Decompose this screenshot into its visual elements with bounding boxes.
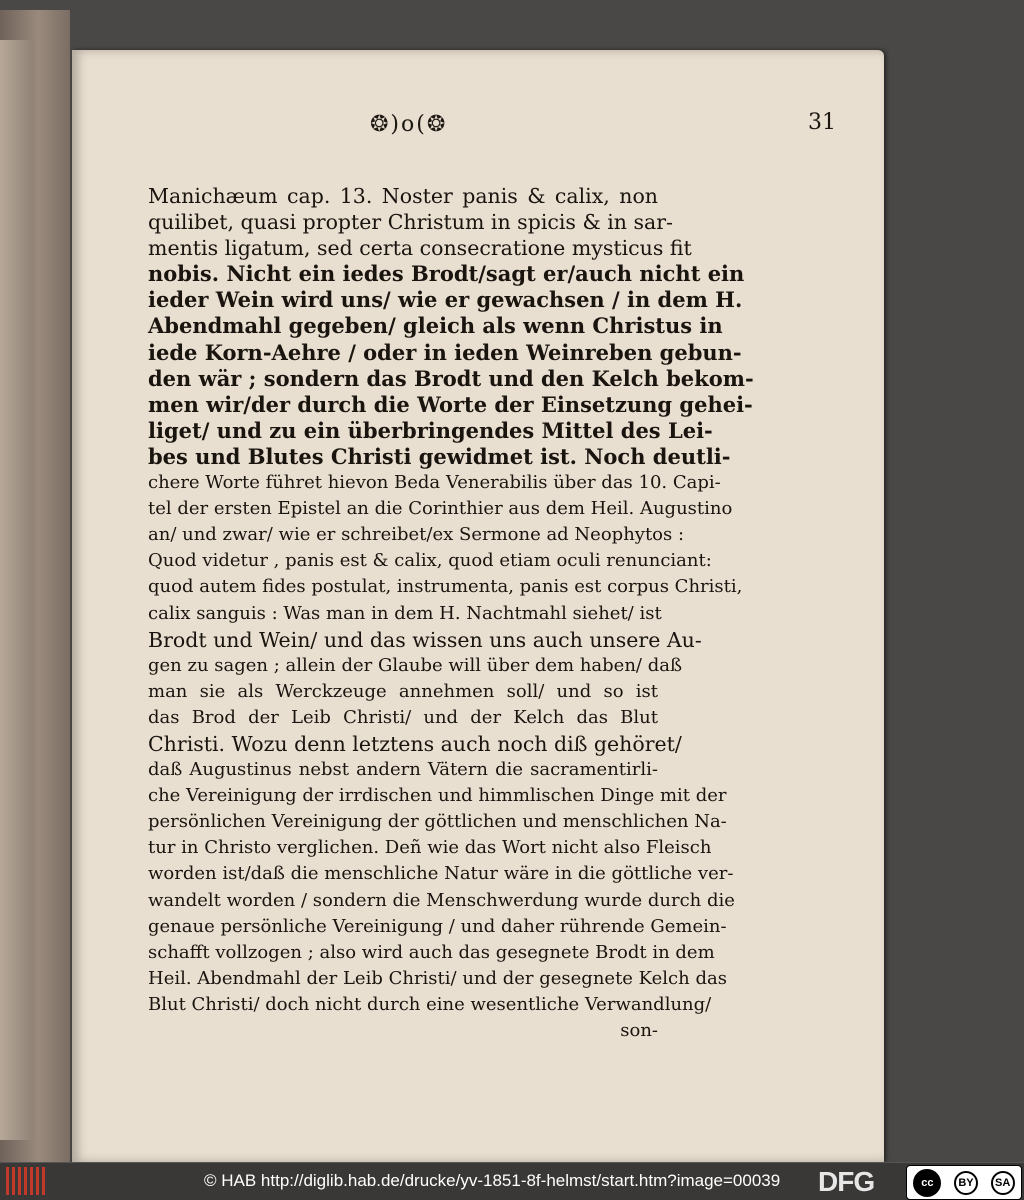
text-line: mentis ligatum, sed certa consecratione mysticus fit (148, 236, 692, 261)
text-line: Manichæum cap. 13. Noster panis & calix, non (148, 184, 658, 208)
text-line: den wär ; sondern das Brodt und den Kelch bekom- (148, 365, 754, 391)
text-line: genaue persönliche Vereinigung / und daher rührende Gemein- (148, 915, 727, 937)
text-line: chere Worte führet hievon Beda Venerabilis über das 10. Capi- (148, 472, 721, 494)
text-line: persönlichen Vereinigung der göttlichen und menschlichen Na- (148, 811, 727, 833)
text-line: men wir/der durch die Worte der Einsetzung gehei- (148, 391, 753, 417)
text-line: bes und Blutes Christi gewidmet ist. Noch deutli- (148, 443, 731, 469)
text-line: Abendmahl gegeben/ gleich als wenn Christus in (148, 313, 723, 339)
previous-page-margin (0, 40, 34, 1140)
by-icon: BY (954, 1171, 978, 1195)
text-line: das Brod der Leib Christi/ und der Kelch das Blut (148, 706, 658, 728)
cc-icon: cc (913, 1169, 941, 1197)
text-line: che Vereinigung der irrdischen und himmlischen Dinge mit der (148, 785, 727, 807)
header-ornament: ❂)o(❂ (370, 112, 448, 137)
text-line: man sie als Werckzeuge annehmen soll/ und so ist (148, 680, 658, 702)
text-line: daß Augustinus nebst andern Vätern die sacramentirli- (148, 759, 658, 781)
text-line: tur in Christo verglichen. Deñ wie das Wort nicht also Fleisch (148, 837, 712, 859)
text-line: liget/ und zu ein überbringendes Mittel des Lei- (148, 417, 713, 443)
dfg-logo[interactable]: DFG (818, 1166, 875, 1197)
text-line: worden ist/daß die menschliche Natur wäre in die göttliche ver- (148, 863, 734, 885)
footer-bar (0, 1162, 1024, 1200)
text-line: wandelt worden / sondern die Menschwerdung wurde durch die (148, 889, 735, 911)
copyright-link[interactable]: © HAB http://diglib.hab.de/drucke/yv-1851-8f-helmst/start.htm?image=00039 (204, 1171, 781, 1190)
text-line: Brodt und Wein/ und das wissen uns auch unsere Au- (148, 627, 702, 652)
text-line: quod autem fides postulat, instrumenta, panis est corpus Christi, (148, 576, 743, 598)
text-line: Heil. Abendmahl der Leib Christi/ und der gesegnete Kelch das (148, 967, 727, 989)
sa-icon: SA (991, 1171, 1015, 1195)
hab-logo-icon[interactable] (6, 1167, 46, 1195)
cc-by-sa-license-badge[interactable] (906, 1165, 1022, 1200)
text-line: schafft vollzogen ; also wird auch das gesegnete Brodt in dem (148, 941, 715, 963)
text-line: Quod videtur , panis est & calix, quod etiam oculi renunciant: (148, 550, 712, 572)
catchword: son- (620, 1020, 658, 1041)
text-line: calix sanguis : Was man in dem H. Nachtmahl siehet/ ist (148, 602, 662, 624)
text-line: gen zu sagen ; allein der Glaube will über dem haben/ daß (148, 654, 682, 676)
text-line: quilibet, quasi propter Christum in spicis & in sar- (148, 210, 673, 235)
page-number: 31 (808, 110, 836, 135)
text-line: an/ und zwar/ wie er schreibet/ex Sermone ad Neophytos : (148, 524, 685, 546)
text-line: tel der ersten Epistel an die Corinthier aus dem Heil. Augustino (148, 498, 733, 520)
page-header (298, 110, 858, 140)
text-line: Christi. Wozu denn letztens auch noch diß gehöret/ (148, 731, 682, 756)
text-line: Blut Christi/ doch nicht durch eine wesentliche Verwandlung/ (148, 993, 712, 1015)
text-line: iede Korn-Aehre / oder in ieden Weinreben gebun- (148, 339, 742, 365)
text-line: ieder Wein wird uns/ wie er gewachsen / in dem H. (148, 287, 743, 313)
text-line: nobis. Nicht ein iedes Brodt/sagt er/auch nicht ein (148, 261, 745, 287)
page-body-text (148, 183, 754, 1044)
